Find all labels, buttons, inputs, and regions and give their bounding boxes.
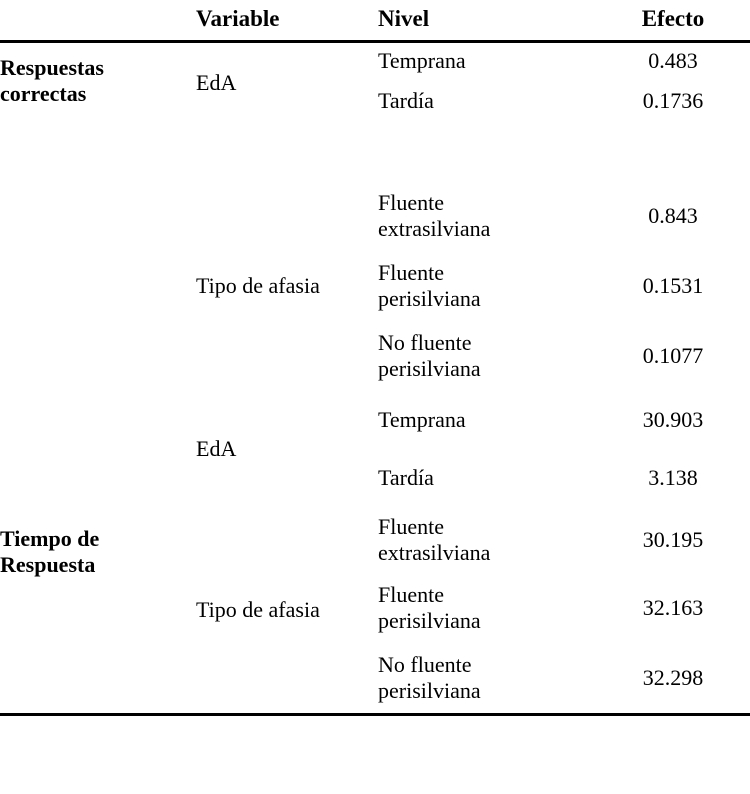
- group-empty-cell: [0, 251, 196, 321]
- table-row: [0, 181, 750, 251]
- level-line1: Fluente: [378, 514, 444, 540]
- header-row: [0, 0, 750, 42]
- effect-cell: 30.903: [642, 407, 704, 433]
- group-empty-cell: [0, 321, 196, 391]
- effect-cell: 0.1077: [642, 343, 704, 369]
- table-row: [0, 391, 750, 449]
- spacer-cell: [596, 123, 750, 181]
- variable-cell: Tipo de afasia: [196, 597, 320, 623]
- level-line2: extrasilviana: [378, 540, 491, 565]
- table-header: [0, 0, 750, 42]
- group-label-line1: Tiempo de: [0, 525, 100, 551]
- level-line1: Tardía: [378, 88, 434, 114]
- variable-cell: EdA: [196, 70, 237, 96]
- bottom-rule-cell: [0, 715, 196, 717]
- spacer-cell: [196, 123, 378, 181]
- table-body: [0, 42, 750, 715]
- level-line2: perisilviana: [378, 286, 481, 311]
- level-line2: perisilviana: [378, 678, 481, 703]
- column-header-nivel: Nivel: [378, 6, 430, 31]
- effect-cell: 32.298: [642, 665, 704, 691]
- level-line2: perisilviana: [378, 356, 481, 381]
- bottom-rule-cell: [196, 715, 378, 717]
- bottom-rule-cell: [596, 715, 750, 717]
- effect-cell: 0.1531: [642, 273, 704, 299]
- group-label-tiempo-de-respuesta: [0, 391, 196, 715]
- column-header-group: [0, 0, 196, 42]
- bottom-rule-row: [0, 715, 750, 717]
- effect-cell: 3.138: [648, 465, 698, 491]
- level-line2: extrasilviana: [378, 216, 491, 241]
- effect-cell: 0.483: [648, 48, 698, 74]
- level-line1: Temprana: [378, 407, 466, 433]
- table-footer: [0, 715, 750, 717]
- group-label-line2: correctas: [0, 81, 87, 107]
- group-label-line2: Respuesta: [0, 552, 96, 577]
- level-line1: Fluente: [378, 260, 444, 286]
- spacer-cell: [378, 123, 596, 181]
- variable-cell: Tipo de afasia: [196, 273, 320, 299]
- effect-cell: 32.163: [642, 595, 704, 621]
- level-cell: [378, 449, 596, 507]
- spacer-row: [0, 123, 750, 181]
- level-cell: [378, 79, 596, 123]
- level-cell: [378, 573, 596, 643]
- bottom-rule-cell: [378, 715, 596, 717]
- level-line1: Fluente: [378, 190, 444, 216]
- level-cell: [378, 251, 596, 321]
- column-header-efecto: Efecto: [641, 6, 705, 31]
- level-cell: [378, 643, 596, 715]
- effect-cell: 0.1736: [642, 88, 704, 114]
- level-cell: [378, 181, 596, 251]
- variable-cell: EdA: [196, 436, 237, 462]
- column-header-variable: Variable: [196, 6, 280, 31]
- level-line1: Temprana: [378, 48, 466, 74]
- group-label-respuestas-correctas: [0, 42, 196, 124]
- spacer-cell: [0, 123, 196, 181]
- group-label-line1: Respuestas: [0, 55, 104, 80]
- level-line2: perisilviana: [378, 608, 481, 633]
- table-row: [0, 42, 750, 80]
- level-line1: No fluente: [378, 652, 472, 678]
- level-cell: [378, 391, 596, 449]
- level-cell: [378, 321, 596, 391]
- level-line1: Tardía: [378, 465, 434, 491]
- level-cell: [378, 42, 596, 80]
- level-line1: No fluente: [378, 330, 472, 356]
- level-line1: Fluente: [378, 582, 444, 608]
- level-cell: [378, 507, 596, 573]
- effect-cell: 30.195: [642, 527, 704, 553]
- group-empty-cell: [0, 181, 196, 251]
- effect-cell: 0.843: [648, 203, 698, 229]
